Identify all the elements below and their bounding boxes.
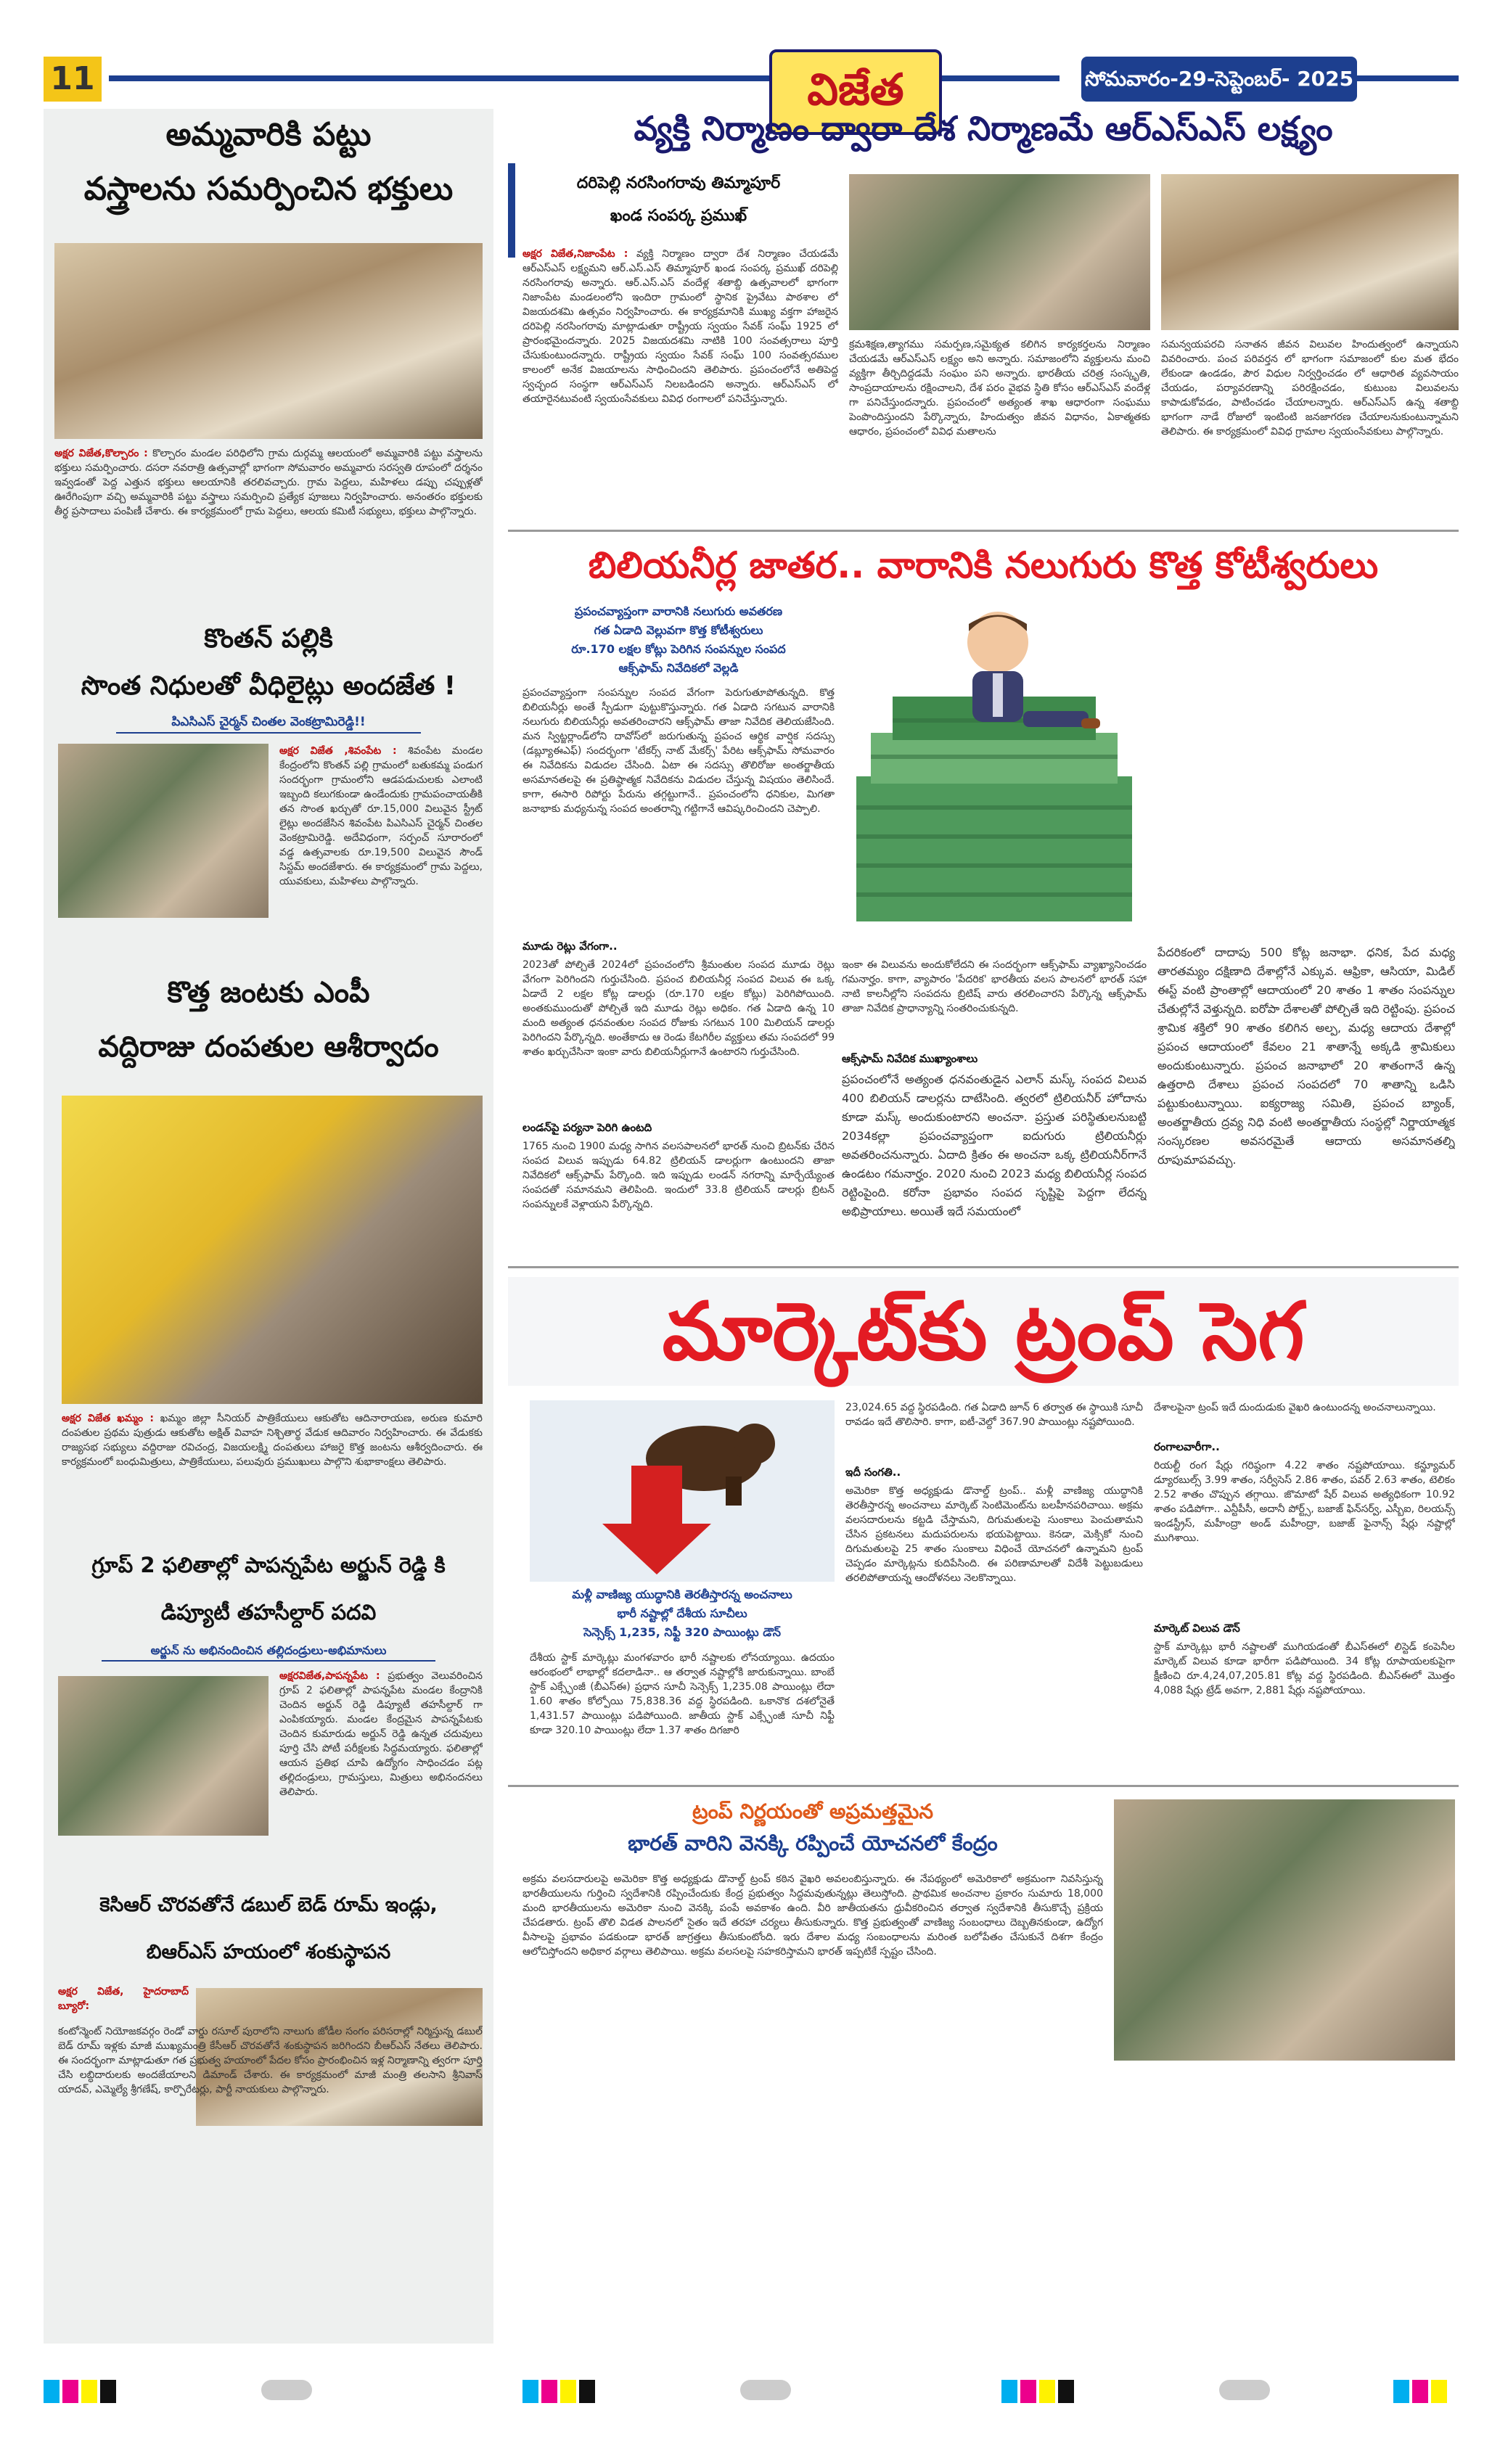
trump2-headline1: ట్రంప్ నిర్ణయంతో అప్రమత్తమైన [692, 1799, 933, 1823]
story1-text: కొల్చారం మండల పరిధిలోని గ్రామ దుర్గమ్మ ఆలయంలో అమ్మవారికి పట్టు వస్త్రాలను భక్తులు సమర్పించారు. దసరా నవరాత్రి ఉత్సవాల్లో భాగంగా సోమవారం అమ్మవారు సరస్వతి రూపంలో దర్శనం ఇవ్వడంతో పెద్ద ఎత్తున భక్తులు ఆలయానికి తరలివచ్చారు. గ్రామ పెద్దలు, మహిళలు డప్పు చప్పుళ్లతో ఊరేగింపుగా వచ్చి అమ్మవారికి పట్టు వస్త్రాలు సమర్పించి ప్రత్యేక పూజలు నిర్వహించారు. అనంతరం భక్తులకు తీర్థ ప్రసాదాలు పంపిణీ చేశారు. ఈ కార్యక్రమంలో గ్రామ పెద్దలు, ఆలయ కమిటీ సభ్యులు, భక్తులు పాల్గొన్నారు. [54, 448, 483, 517]
rss-photo2 [1161, 174, 1459, 330]
trump-headline: మార్కెట్‌కు ట్రంప్ సెగ [662, 1285, 1305, 1378]
billionaire-deck3: రూ.170 లక్షల కోట్లు పెరిగిన సంపన్నుల సంపద [571, 642, 786, 656]
billionaire-deck4: ఆక్స్‌ఫామ్ నివేదికలో వెల్లడి [618, 661, 739, 675]
rss-byline2: ఖండ సంపర్క ప్రముఖ్ [610, 207, 747, 225]
billionaire-sub3: ఆక్స్‌ఫామ్ నివేదిక ముఖ్యాంశాలు [842, 1052, 978, 1065]
trump-caption2: భారీ నష్టాల్లో దేశీయ సూచీలు [617, 1606, 747, 1620]
billionaire-bottom-rule [508, 1266, 1459, 1268]
story2-byline: పిఎసిఎస్ చైర్మన్ చింతల వెంకట్రామిరెడ్డి!! [116, 715, 421, 734]
billionaire-deck [522, 602, 835, 678]
reg-magenta-3 [1020, 2380, 1036, 2403]
rss-body [522, 247, 838, 522]
reg-black [100, 2380, 116, 2403]
trump2-body: అక్రమ వలసదారులపై అమెరికా కొత్త అధ్యక్షుడు డొనాల్డ్ ట్రంప్ కఠిన వైఖరి అవలంబిస్తున్నారు. ఈ నేపథ్యంలో అమెరికాలో అక్రమంగా నివసిస్తున్న భారతీయులను గుర్తించి స్వదేశానికి రప్పించేందుకు కేంద్ర ప్రభుత్వం సిద్ధమవుతున్నట్లు తెలుస్తోంది. ప్రాథమిక అంచనాల ప్రకారం సుమారు 18,000 మంది భారతీయులను అమెరికా నుంచి వెనక్కి పంపే అవకాశం ఉంది. వీరి జాతీయతను ధ్రువీకరించిన తర్వాత స్వదేశానికి తీసుకొచ్చే ప్రక్రియ చేపడతారు. ట్రంప్ తొలి విడత పాలనలో సైతం ఇదే తరహా చర్యలు తీసుకున్నారు. కొత్త ప్రభుత్వంతో వాణిజ్య సంబంధాలు దెబ్బతినకుండా, ఉద్యోగ వీసాలపై ప్రభావం పడకుండా భారత్ జాగ్రత్తలు తీసుకుంటోంది. ఇరు దేశాల మధ్య సంబంధాలను మరింత బలోపేతం చేసుకునే దిశగా కేంద్రం ఆలోచిస్తోందని అధికార వర్గాలు తెలిపాయి. అక్రమ వలసలపై సహకరిస్తామని భారత్ ఇప్పటికే స్పష్టం చేసింది. [522, 1873, 1103, 1958]
trump-caption3: సెన్సెక్స్ 1,235, నిఫ్టీ 320 పాయింట్లు డౌన్ [583, 1625, 781, 1639]
rss-photo1 [849, 174, 1150, 330]
story5-title-line2: బిఆర్ఎస్ హయంలో శంకుస్థాపన [146, 1941, 391, 1963]
billionaire-body2: 2023తో పోల్చితే 2024లో ప్రపంచంలోని శ్రీమంతుల సంపద మూడు రెట్లు వేగంగా పెరిగిందని గుర్తుచేసింది. ప్రపంచ బిలియనీర్ల సంపద విలువ ఈ ఒక్క ఏడాదే 2 లక్షల కోట్ల డాలర్లు (రూ.170 లక్షల కోట్లు) పెరిగిపోయింది. అంతకుముందుతో పోల్చితే ఇది మూడు రెట్లు అధికం. గత ఏడాది ఉన్న 10 మంది అత్యంత ధనవంతుల సంపద రోజుకు సగటున 100 మిలియన్ డాలర్లు పెరిగిందని పేర్కొన్నది. అంతేకాదు ఆ రెండు కేటగిరీల వ్యక్తులు తమ సంపదలో 99 శాతం ఖర్చుచేసినా ఇంకా వారు బిలియనీర్లుగానే ఉంటారని గుర్తుచేసింది. [522, 959, 835, 1058]
money-illustration [842, 602, 1147, 936]
rss-byline1: దరిపెల్లి నరసింగరావు తిమ్మాపూర్ [576, 174, 781, 192]
trump-caption-box [530, 1585, 835, 1642]
story5-dateline: అక్షర విజేత, హైదరాబాద్ బ్యూరో: [58, 1986, 189, 2012]
rss-dateline: అక్షర విజేత,నిజాంపేట : [522, 248, 628, 260]
reg-cyan-4 [1393, 2380, 1409, 2403]
story4-body [58, 1669, 483, 1879]
reg-yellow-2 [560, 2380, 576, 2403]
issue-date: సోమవారం-29-సెప్టెంబర్- 2025 [1081, 57, 1357, 102]
trump-body3: అమెరికా కొత్త అధ్యక్షుడు డొనాల్డ్ ట్రంప్.. మళ్లీ వాణిజ్య యుద్ధానికి తెరతీస్తారన్న అంచనాలు మార్కెట్ సెంటిమెంట్‌ను బలహీనపరిచాయి. అక్రమ వలసదారులను కట్టడి చేస్తామని, దిగుమతులపై సుంకాలు పెంచుతామని చేసిన ప్రకటనలు మదుపరులను భయపెట్టాయి. కెనడా, మెక్సికో నుంచి దిగుమతులపై 25 శాతం సుంకాలు విధించే యోచనలో ఉన్నామని ట్రంప్ చెప్పడం మార్కెట్లను కుదిపేసింది. ఈ పరిణామాలతో విదేశీ పెట్టుబడులు తరలిపోతాయన్న ఆందోళనలు నెలకొన్నాయి. [845, 1485, 1143, 1584]
story3-photo [62, 1096, 483, 1404]
billionaire-sub1: మూడు రెట్లు వేగంగా.. [522, 940, 618, 953]
trump-sub1: ఇదీ సంగతి.. [845, 1466, 901, 1479]
story1-title-line1: అమ్మవారికి పట్టు [165, 116, 372, 153]
trump-body4: దేశాలపైనా ట్రంప్ ఇదే దుందుడుకు వైఖరి ఉంటుందన్న అంచనాలున్నాయి. [1154, 1402, 1436, 1413]
rss-caption1: క్రమశిక్షణ,త్యాగము సమర్పణ,సమైక్యత కలిగిన కార్యకర్తలను నిర్మాణం చేయడమే ఆర్ఎస్ఎస్ లక్ష్యం అని అన్నారు. సమాజంలోని వ్యక్తులను మంచి వ్యక్తిగా తీర్చిదిద్దడమే సంఘం పని అన్నారు. భారతీయ చరిత్ర సంస్కృతి, సాంప్రదాయాలను రక్షించాలని, దేశ పరం వైభవ స్థితి కోసం ఆర్ఎస్ఎస్ వందేళ్ల గా పనిచేస్తుందన్నారు. ప్రపంచంలో అత్యంత శాఖ ఆధారంగా సంఘము పెంపొందిస్తుందని పేర్కొన్నారు, హిందుత్వం జీవన విధానం, ఏకాత్మతకు ఆధారం, ప్రపంచంలో వివిధ మతాలను [849, 339, 1150, 438]
reg-yellow-3 [1039, 2380, 1055, 2403]
trump2-headline2: భారత్ వారిని వెనక్కి రప్పించే యోచనలో కేంద్రం [628, 1831, 998, 1855]
story2-title-line2: సొంత నిధులతో వీధిలైట్లు అందజేత ! [81, 671, 456, 701]
story1-photo [54, 243, 483, 439]
trump-body1: దేశీయ స్టాక్ మార్కెట్లు మంగళవారం భారీ నష్టాలకు లోనయ్యాయి. ఉదయం ఆరంభంలో లాభాల్లో కదలాడినా.. ఆ తర్వాత నష్టాల్లోకి జారుకున్నాయి. బాంబే స్టాక్ ఎక్స్ఛేంజీ (బీఎస్ఈ) ప్రధాన సూచీ సెన్సెక్స్ 1,235.08 పాయింట్లు లేదా 1.60 శాతం కోల్పోయి 75,838.36 వద్ద స్థిరపడింది. ఒకానొక దశలోనైతే 1,431.57 పాయింట్లు పడిపోయింది. జాతీయ స్టాక్ ఎక్స్ఛేంజీ సూచీ నిఫ్టీ కూడా 320.10 పాయింట్లు లేదా 1.37 శాతం దిగజారి [530, 1652, 835, 1736]
story4-title-line1: గ్రూప్ 2 ఫలితాల్లో పాపన్నపేట అర్జున్ రెడ్డి కి [91, 1553, 446, 1577]
story5-text: కంటోన్మెంట్ నియోజకవర్గం రెండో వార్డు రసూల్ పురాలోని నాలుగు జోడీల సంగం పరిసరాల్లో నిర్మిస్తున్న డబుల్ బెడ్ రూమ్ ఇళ్లకు మాజీ ముఖ్యమంత్రి కేసీఆర్ చొరవతోనే శంకుస్థాపన జరిగిందని బీఆర్ఎస్ నేతలు తెలిపారు. ఈ సందర్భంగా మాట్లాడుతూ గత ప్రభుత్వ హయాంలో పేదల కోసం ప్రారంభించిన ఇళ్ల నిర్మాణాన్ని త్వరగా పూర్తి చేసి లబ్ధిదారులకు అందజేయాలని డిమాండ్ చేశారు. ఈ కార్యక్రమంలో మాజీ మంత్రి తలసాని శ్రీనివాస్ యాదవ్, ఎమ్మెల్యే శ్రీగణేష్, కార్పొరేటర్లు, పార్టీ నాయకులు పాల్గొన్నారు. [58, 2026, 483, 2095]
story3-body [62, 1411, 483, 1542]
reg-cyan-2 [522, 2380, 538, 2403]
reg-oval-2 [740, 2380, 791, 2400]
story5-dateline-box [58, 1984, 189, 2013]
billionaire-body6: పేదరికంలో దాదాపు 500 కోట్ల జనాభా. ధనిక, పేద మధ్య తారతమ్యం దక్షిణాది దేశాల్లోనే ఎక్కువ. ఆఫ్రికా, ఆసియా, మిడిల్ ఈస్ట్ వంటి ప్రాంతాల్లో ఆదాయంలో 20 శాతం 1 శాతం సంపన్నుల చేతుల్లోనే వెళ్తున్నది. ఐరోపా దేశాలతో పోల్చితే ఇది రెట్టింపు. ప్రపంచ శ్రామిక శక్తిలో 90 శాతం కలిగిన అల్ప, మధ్య ఆదాయ దేశాల్లో ప్రపంచ ఆదాయంలో కేవలం 21 శాతాన్నే అక్కడి శ్రామికులు అందుకుంటున్నారు. ప్రపంచ జనాభాలో 20 శాతంగానే ఉన్న ఉత్తరాది దేశాలు ప్రపంచ సంపదలో 70 శాతాన్ని ఒడిసి పట్టుకుంటున్నాయి. ఐక్యరాజ్య సమితి, ప్రపంచ బ్యాంక్, అంతర్జాతీయ ద్రవ్య నిధి వంటి అంతర్జాతీయ సంస్థల్లో నిర్ణాయాత్మక సంస్కరణల అవసరమైతే ఆదాయ అసమానతల్ని రూపుమాపవచ్చు. [1157, 945, 1455, 1167]
story3-text: ఖమ్మం జిల్లా సీనియర్ పాత్రికేయులు ఆకుతోట ఆదినారాయణ, అరుణ కుమారి దంపతుల ప్రథమ పుత్రుడు ఆకుతోట అక్షిత్ వివాహ నిశ్చితార్థ వేడుక ఆదివారం నిర్వహించారు. ఈ వేడుకకు రాజ్యసభ సభ్యులు వద్దిరాజు రవిచంద్ర, విజయలక్ష్మి దంపతులు హాజరై కొత్త జంటను ఆశీర్వదించారు. ఈ కార్యక్రమంలో బంధుమిత్రులు, పాత్రికేయులు, పలువురు ప్రముఖులు పాల్గొని శుభాకాంక్షలు తెలిపారు. [62, 1413, 483, 1468]
story2-photo [58, 744, 269, 918]
reg-oval-1 [261, 2380, 312, 2400]
trump-caption1: మళ్లీ వాణిజ్య యుద్ధానికి తెరతీస్తారన్న అంచనాలు [572, 1588, 792, 1601]
reg-black-2 [579, 2380, 595, 2403]
bear-market-illustration [530, 1400, 835, 1582]
reg-oval-3 [1219, 2380, 1270, 2400]
rss-headline-rule [508, 163, 515, 258]
story5-title-line1: కెసిఆర్ చొరవతోనే డబుల్ బెడ్ రూమ్ ఇండ్లు, [99, 1894, 438, 1916]
reg-black-3 [1058, 2380, 1074, 2403]
header-rule-right [1357, 75, 1459, 81]
rss-headline: వ్యక్తి నిర్మాణం ద్వారా దేశ నిర్మాణమే ఆర్ఎస్ఎస్ లక్ష్యం [634, 109, 1333, 148]
rss-bottom-rule [508, 530, 1459, 532]
billionaire-body1: ప్రపంచవ్యాప్తంగా సంపన్నుల సంపద వేగంగా పెరుగుతూపోతున్నది. కొత్త బిలియనీర్లు అంతే స్పీడుగా పుట్టుకొస్తున్నారు. గత ఏడాది సగటున వారానికి నలుగురు బిలియనీర్లు అవతరించారని ఆక్స్‌ఫామ్ తాజా నివేదిక తెలియజేసింది. మన స్విట్జర్లాండ్‌లోని దావోస్‌లో జరుగుతున్న ప్రపంచ ఆర్థిక వార్షిక సదస్సు (డబ్ల్యూఈఎఫ్) సందర్భంగా 'టేకర్స్ నాట్ మేకర్స్' పేరిట ఆక్స్‌ఫామ్ సోమవారం ఈ నివేదికను విడుదల చేసింది. ఏటా ఈ సదస్సు తొలిరోజు అంతర్జాతీయ అసమానతలపై ఈ ప్రతిష్ఠాత్మక నివేదికను విడుదల చేస్తున్న విషయం తెలిసిందే. కాగా, ఈసారి రిపోర్టు పేరును తగ్గట్టుగానే.. ప్రపంచంలోని ధనికుల, మిగతా జనాభాకు మధ్యనున్న సంపద అంతరాన్ని గట్టిగానే ఆవిష్కరించిందని చెప్పాలి. [522, 687, 835, 815]
reg-cyan [44, 2380, 60, 2403]
rss-caption2: సమన్వయపరచి సనాతన జీవన విలువల హిందుత్వంలో ఉన్నాయని వివరించారు. పంచ పరివర్తన లో భాగంగా సమాజంలో కుల మత భేదం లేకుండా ఉండడం, పౌర విధుల నిర్వర్తించడం లో ఆధారిత వ్యవసాయం చేయడం, పర్యావరణాన్ని పరిరక్షించడం, కుటుంబ విలువలను కాపాడుకోవడం, పాటించడం చేయాలన్నారు. ఆర్ఎస్ఎస్ ఉన్న శతాబ్ది భాగంగా నాడే రోజులో ఇంటింటి జనజాగరణ చేయాలనుకుంటున్నామని తెలిపారు. ఈ కార్యక్రమంలో వివిధ గ్రామాల స్వయంసేవకులు పాల్గొన్నారు. [1161, 339, 1459, 438]
trump-body6: స్టాక్ మార్కెట్లు భారీ నష్టాలతో ముగియడంతో బీఎస్ఈలో లిస్టెడ్ కంపెనీల మార్కెట్ విలువ కూడా భారీగా పడిపోయింది. 34 కోట్ల రూపాయలకుపైగా క్షీణించి రూ.4,24,07,205.81 కోట్ల వద్ద స్థిరపడింది. బీఎస్ఈలో మొత్తం 4,088 షేర్లు ట్రేడ్ అవగా, 2,881 షేర్లు నష్టపోయాయి. [1154, 1641, 1455, 1696]
reg-cyan-3 [1001, 2380, 1017, 2403]
story2-title-line1: కొంతన్ పల్లికి [204, 624, 333, 654]
newspaper-logo: విజేత [769, 49, 942, 135]
story3-title-line2: వద్దిరాజు దంపతుల ఆశీర్వాదం [98, 1030, 439, 1064]
story3-title-line1: కొత్త జంటకు ఎంపీ [167, 976, 370, 1009]
cash-stacks [856, 697, 1132, 921]
reg-magenta-2 [541, 2380, 557, 2403]
story5-body [58, 2024, 483, 2336]
story4-byline: అర్జున్ ను అభినందించిన తల్లిదండ్రులు-అభిమానులు [102, 1643, 435, 1662]
billionaire-body4: ఇంకా ఈ విలువను అందుకోలేదని ఈ సందర్భంగా ఆక్స్‌ఫామ్ వ్యాఖ్యానించడం గమనార్హం. కాగా, వ్యాపారం 'పేదరిక' భారతీయ వలస పాలనలో భారత్ సహా నాటి కాలనీల్లోని సంపదను బ్రిటిష్ వారు తరలించారని పేర్కొన్న ఆక్స్‌ఫామ్ తాజా నివేదిక ప్రాధాన్యాన్ని సంతరించుకున్నది. [842, 959, 1147, 1014]
rss-text: వ్యక్తి నిర్మాణం ద్వారా దేశ నిర్మాణం చేయడమే ఆర్ఎస్ఎస్ లక్ష్యమని ఆర్.ఎస్.ఎస్ తిమ్మాపూర్ ఖండ సంపర్క ప్రముఖ్ దరిపెల్లి నరసింగరావు అన్నారు. ఆర్.ఎస్.ఎస్ వందేళ్ల శతాబ్ది ఉత్సవాలలో భాగంగా నిజాంపేట మండలంలోని ఇందిరా గ్రామంలో స్థానిక ప్రైవేటు పాఠశాల లో విజయదశమి ఉత్సవం నిర్వహించారు. ఈ కార్యక్రమానికి ముఖ్య వక్తగా హాజరైన దరిపెల్లి నరసింగరావు మాట్లాడుతూ రాష్ట్రీయ స్వయం సేవక్ సంఘ్ 1925 లో ప్రారంభమైందన్నారు. 2025 విజయదశమి నాటికి 100 సంవత్సరాలు పూర్తి చేసుకుంటుందన్నారు. రాష్ట్రీయ స్వయం సేవక్ సంఘ్ 100 సంవత్సరముల కాలంలో అనేక విజయాలను సాధించిందని తెలిపారు. ప్రపంచంలోనే అతిపెద్ద స్వచ్ఛంద సంస్థగా ఆర్ఎస్ఎస్ నిలబడిందని అన్నారు. ఆర్ఎస్ఎస్ లో తయారైనటువంటి స్వయంసేవకులు వివిధ రంగాలలో పనిచేస్తున్నారు. [522, 248, 838, 405]
reg-magenta [62, 2380, 78, 2403]
story4-dateline: అక్షరవిజేత,పాపన్నపేట : [279, 1670, 380, 1682]
trump-body5: రియల్టీ రంగ షేర్లు గరిష్ఠంగా 4.22 శాతం నష్టపోయాయి. కన్జ్యూమర్ డ్యూరబుల్స్ 3.99 శాతం, సర్వీసెస్ 2.86 శాతం, పవర్ 2.63 శాతం, టెలికం 2.52 శాతం చొప్పున తగ్గాయి. జొమాటో షేర్ విలువ అత్యధికంగా 10.92 శాతం పడిపోగా.. ఎన్టీపీసీ, అదానీ పోర్ట్స్, బజాజ్ ఫిన్‌సర్వ్, ఎస్బీఐ, రిలయన్స్ ఇండస్ట్రీస్, మహీంద్రా అండ్ మహీంద్రా, బజాజ్ ఫైనాన్స్ షేర్లు నష్టాల్లో ముగిశాయి. [1154, 1460, 1455, 1544]
billionaire-body5: ప్రపంచంలోనే అత్యంత ధనవంతుడైన ఎలాన్ మస్క్ సంపద విలువ 400 బిలియన్ డాలర్లను దాటేసింది. త్వరలో ట్రిలియనీర్ హోదాను కూడా మస్క్ అందుకుంటారని అంచనా. ప్రస్తుత పరిస్థితులనుబట్టి 2034కల్లా ప్రపంచవ్యాప్తంగా ఐదుగురు ట్రిలియనీర్లు అవతరించనున్నారు. ఏదాది క్రితం ఈ అంచనా ఒక్క ట్రిలియనీర్‌గానే ఉండటం గమనార్హం. 2020 నుంచి 2023 మధ్య బిలియనీర్ల సంపద రెట్టింపైంది. కరోనా ప్రభావం సంపద సృష్టిపై పెద్దగా లేదన్న అభిప్రాయాలు. అయితే ఇదే సమయంలో [842, 1072, 1147, 1218]
reg-yellow [81, 2380, 97, 2403]
trump-bottom-rule [508, 1785, 1459, 1787]
reg-yellow-4 [1431, 2380, 1447, 2403]
story1-dateline: అక్షర విజేత,కొల్చారం : [54, 448, 148, 459]
billionaire-deck2: గత ఏడాది వెల్లువగా కొత్త కోటీశ్వరులు [594, 623, 763, 637]
story1-title-line2: వస్త్రాలను సమర్పించిన భక్తులు [83, 171, 454, 208]
billionaire-sub2: లండన్‌పై పర్యనా పెరిగి ఉంటది [522, 1121, 652, 1134]
story2-dateline: అక్షర విజేత ,శివంపేట : [279, 745, 397, 757]
trump2-headline-box [522, 1796, 1103, 1860]
story4-text: ప్రభుత్వం వెలువరించిన గ్రూప్ 2 ఫలితాల్లో పాపన్నపేట మండల కేంద్రానికి చెందిన అర్జున్ రెడ్డి డిప్యూటీ తహసీల్దార్ గా ఎంపికయ్యారు. మండల కేంద్రమైన పాపన్నపేటకు చెందిన కుమారుడు అర్జున్ రెడ్డి ఉన్నత చదువులు పూర్తి చేసి పోటీ పరీక్షలకు సిద్ధమయ్యారు. ఫలితాల్లో ఆయన ప్రతిభ చూపి ఉద్యోగం సాధించడం పట్ల తల్లిదండ్రులు, గ్రామస్తులు, మిత్రులు అభినందనలు తెలిపారు. [279, 1670, 483, 1798]
story4-title-line2: డిప్యూటీ తహసీల్దార్ పదవి [160, 1600, 377, 1625]
trump-body2: 23,024.65 వద్ద స్థిరపడింది. గత ఏడాది జూన్ 6 తర్వాత ఈ స్థాయికి సూచీ రావడం ఇదే తొలిసారి. కాగా, ఐటీ-వెల్దో 367.90 పాయింట్లు నష్టపోయింది. [845, 1402, 1143, 1428]
registration-marks [44, 2380, 1459, 2409]
story2-text: శివంపేట మండల కేంద్రంలోని కొంతన్ పల్లి గ్రామంలో బతుకమ్మ పండుగ సందర్భంగా గ్రామంలోని ఆడపడుచులకు ఎలాంటి ఇబ్బంది కలుగకుండా ఉండేందుకు గ్రామపంచాయతీకి తన సొంత ఖర్చుతో రూ.15,000 విలువైన స్ట్రీట్ లైట్లు అందజేసిన శివంపేట పిఎసిఎస్ చైర్మన్ చింతల వెంకట్రామిరెడ్డి. అదేవిధంగా, సర్పంచ్ సూరారంలో వడ్డ ఉత్సవాలకు రూ.19,500 విలువైన సౌండ్ సిస్టమ్ అందజేశారు. ఈ కార్యక్రమంలో గ్రామ పెద్దలు, యువకులు, మహిళలు పాల్గొన్నారు. [279, 745, 483, 887]
page-number: 11 [44, 57, 102, 102]
reg-magenta-4 [1412, 2380, 1428, 2403]
story2-body [279, 744, 483, 921]
trump-sub3: మార్కెట్ విలువ డౌన్ [1154, 1622, 1240, 1635]
trump-modi-photo [1114, 1799, 1455, 2061]
billionaire-deck1: ప్రపంచవ్యాప్తంగా వారానికి నలుగురు అవతరణ [574, 604, 783, 618]
story1-body [54, 446, 483, 620]
story3-dateline: అక్షర విజేత ఖమ్మం : [62, 1413, 154, 1424]
trump-sub2: రంగాలవారీగా.. [1154, 1440, 1220, 1453]
billionaire-headline: బిలియనీర్ల జాతర.. వారానికి నలుగురు కొత్త కోటీశ్వరులు [588, 544, 1379, 586]
billionaire-body3: 1765 నుంచి 1900 మధ్య సాగిన వలసపాలనలో భారత్ నుంచి బ్రిటన్‌కు చేరిన సంపద విలువ ఇప్పుడు 64.82 ట్రిలియన్ డాలర్లుగా ఉంటుందని తాజా నివేదికలో ఆక్స్‌ఫామ్ పేర్కొంది. ఇది ఇప్పుడు లండన్ నగరాన్ని మార్చేయ్యేంత సంపదతో సమానమని తెలిపింది. ఇందులో 33.8 ట్రిలియన్ డాలర్లు బ్రిటన్ సంపన్నులకే వెళ్లాయని పేర్కొన్నది. [522, 1141, 835, 1210]
